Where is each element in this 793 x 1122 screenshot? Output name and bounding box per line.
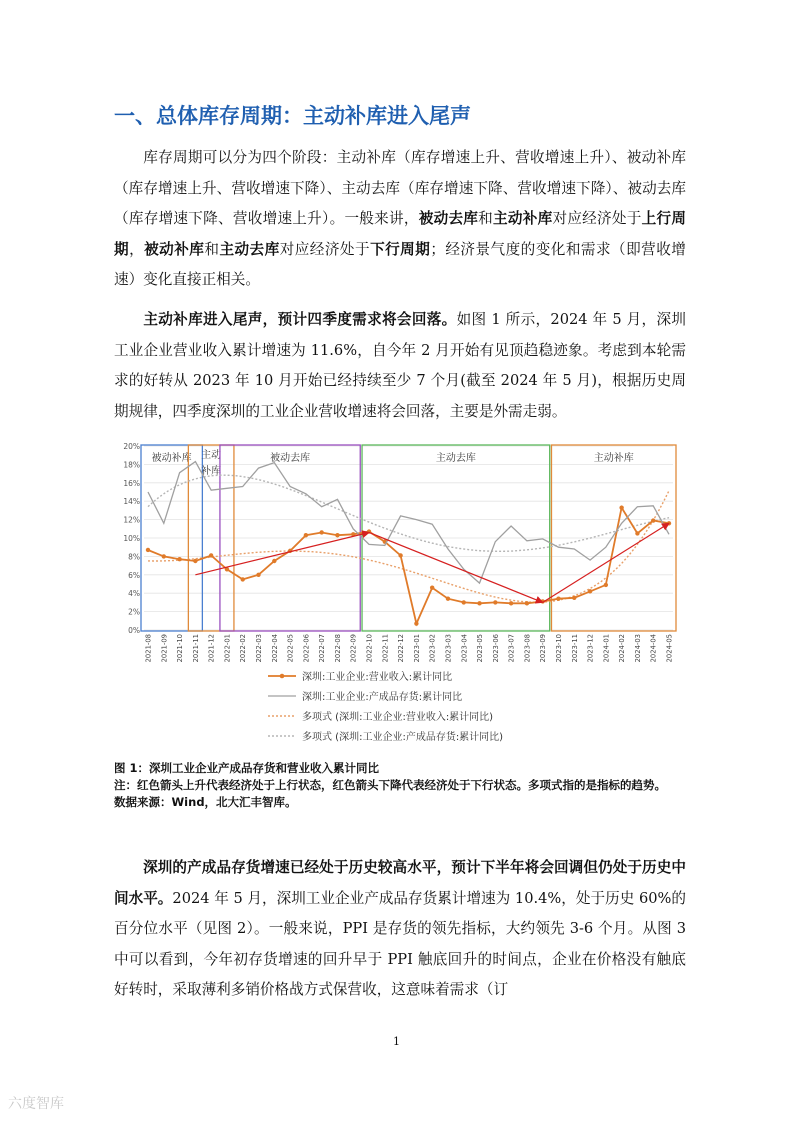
x-tick-label: 2023-07 — [507, 634, 516, 663]
paragraph-1 — [114, 143, 686, 296]
revenue-point — [525, 601, 529, 605]
x-tick-label: 2023-03 — [444, 634, 453, 663]
para1-text-1: 库存周期可以分为四个阶段：主动补库（库存增速上升、营收增速上升）、被动补库（库存增速上升、营收增速下降）、主动去库（库存增速下降、营收增速下降）、被动去库（库存增速下降、营收增速上升）。一般来讲， — [114, 149, 686, 227]
x-tick-label: 2022-11 — [381, 634, 390, 663]
revenue-line — [148, 508, 669, 624]
para3-text-1: 2024 年 5 月，深圳工业企业产成品存货累计增速为 10.4%，处于历史 60%的百分位水平（见图 2）。一般来说，PPI 是存货的领先指标，大约领先 3-6 个月。从图 3 中可以看到，今年初存货增速的回升早于 PPI 触底回升的时间点，企业在价格没有触底好转时，采取薄利多销价格战方式保营收，这意味着需求（订 — [114, 889, 686, 998]
y-tick-label: 10% — [123, 534, 140, 543]
paragraph-3 — [114, 853, 686, 1006]
revenue-point — [556, 597, 560, 601]
y-tick-label: 14% — [123, 497, 140, 507]
phase-label: 被动去库 — [270, 453, 311, 464]
trend-arrow — [195, 532, 369, 574]
revenue-point — [398, 553, 402, 557]
x-tick-label: 2022-03 — [255, 634, 264, 663]
para1-bold-1: 被动去库 — [418, 210, 479, 227]
x-tick-label: 2023-01 — [412, 634, 421, 663]
x-tick-label: 2024-03 — [633, 634, 642, 663]
para1-text-6: 对应经济处于 — [279, 240, 371, 258]
page-number: 1 — [393, 1035, 400, 1048]
legend-label: 深圳:工业企业:产成品存货:累计同比 — [302, 692, 463, 703]
phase-label: 主动补库 — [593, 453, 634, 464]
revenue-point — [335, 533, 339, 537]
revenue-point — [604, 583, 608, 587]
y-tick-label: 20% — [123, 442, 140, 451]
y-tick-label: 6% — [128, 570, 140, 580]
y-tick-label: 0% — [128, 626, 140, 635]
watermark-logo: 六度智库 — [8, 1096, 64, 1112]
figure-source: 数据来源：Wind，北大汇丰智库。 — [114, 795, 297, 809]
trend-line — [148, 475, 669, 551]
revenue-point — [477, 601, 481, 605]
revenue-point — [588, 589, 592, 593]
y-tick-label: 8% — [128, 552, 140, 562]
figure-1-chart — [110, 436, 690, 756]
para1-bold-6: 下行周期 — [370, 240, 431, 258]
revenue-point — [256, 573, 260, 577]
revenue-point — [430, 585, 434, 589]
x-tick-label: 2024-05 — [665, 634, 674, 663]
revenue-point — [462, 600, 466, 604]
para1-text-3: 对应经济处于 — [552, 210, 642, 227]
x-tick-label: 2023-04 — [460, 634, 469, 663]
revenue-point — [572, 596, 576, 600]
x-tick-label: 2022-04 — [270, 634, 279, 663]
y-tick-label: 12% — [123, 515, 140, 525]
x-tick-label: 2022-07 — [318, 634, 327, 663]
x-tick-label: 2022-05 — [286, 634, 295, 663]
revenue-point — [619, 505, 623, 509]
trend-line — [148, 491, 669, 603]
x-tick-label: 2022-08 — [333, 634, 342, 663]
para1-bold-3: 上行周期 — [114, 210, 686, 258]
revenue-point — [651, 518, 655, 522]
legend-label: 深圳:工业企业:营业收入:累计同比 — [302, 672, 453, 683]
phase-label-line: 补库 — [201, 466, 222, 477]
x-tick-label: 2023-06 — [491, 634, 500, 663]
revenue-point — [509, 601, 513, 605]
figure-caption-block — [114, 760, 694, 811]
para1-bold-2: 主动补库 — [493, 210, 553, 227]
para1-bold-4: 被动补库 — [144, 240, 205, 258]
x-tick-label: 2023-10 — [554, 634, 563, 663]
para1-text-5: 和 — [204, 240, 220, 258]
para1-bold-5: 主动去库 — [219, 240, 280, 258]
revenue-point — [177, 557, 181, 561]
revenue-point — [493, 600, 497, 604]
legend-swatch-dot — [280, 674, 285, 679]
para1-text-7: ；经济景气度的变化和需求（即营收增速）变化直接正相关。 — [114, 240, 686, 288]
para1-text-2: 和 — [478, 210, 494, 227]
x-tick-label: 2023-02 — [428, 634, 437, 663]
inventory-line — [148, 462, 669, 583]
x-tick-label: 2021-12 — [207, 634, 216, 663]
legend-label: 多项式 (深圳:工业企业:营业收入:累计同比) — [302, 712, 494, 723]
revenue-point — [193, 559, 197, 563]
revenue-point — [319, 530, 323, 534]
x-tick-label: 2022-09 — [349, 634, 358, 663]
para2-text-1: 如图 1 所示，2024 年 5 月，深圳工业企业营业收入累计增速为 11.6%，自今年 2 月开始有见顶趋稳迹象。考虑到本轮需求的好转从 2023 年 10 月开始已经持续至少 7 个月(截至 2024 年 5 月)，根据历史周期规律，四季度深圳的工业企业营收增速将会回落，主要是外需走弱。 — [114, 311, 686, 420]
revenue-point — [272, 559, 276, 563]
x-tick-label: 2022-06 — [302, 634, 311, 663]
revenue-point — [635, 531, 639, 535]
figure-caption: 图 1：深圳工业企业产成品存货和营业收入累计同比 — [114, 761, 380, 775]
x-tick-label: 2021-09 — [160, 634, 169, 663]
section-title: 一、总体库存周期：主动补库进入尾声 — [114, 104, 471, 128]
x-tick-label: 2023-12 — [586, 634, 595, 663]
revenue-point — [414, 621, 418, 625]
para3-bold-1: 深圳的产成品存货增速已经处于历史较高水平，预计下半年将会回调但仍处于历史中间水平。 — [114, 859, 686, 907]
paragraph-2 — [114, 305, 686, 427]
figure-note: 注：红色箭头上升代表经济处于上行状态，红色箭头下降代表经济处于下行状态。多项式指的是指标的趋势。 — [114, 778, 666, 792]
revenue-point — [209, 553, 213, 557]
x-tick-label: 2024-02 — [618, 634, 627, 663]
revenue-point — [162, 554, 166, 558]
x-tick-label: 2022-02 — [239, 634, 248, 663]
x-tick-label: 2022-01 — [223, 634, 232, 663]
x-tick-label: 2024-01 — [602, 634, 611, 663]
x-tick-label: 2023-09 — [539, 634, 548, 663]
y-tick-label: 2% — [128, 607, 140, 617]
revenue-point — [146, 548, 150, 552]
phase-label: 主动去库 — [435, 453, 476, 464]
x-tick-label: 2021-10 — [176, 634, 185, 663]
x-tick-label: 2024-04 — [649, 634, 658, 663]
phase-label — [201, 448, 221, 477]
x-tick-label: 2023-08 — [523, 634, 532, 663]
phase-label: 被动补库 — [151, 453, 192, 464]
x-tick-label: 2022-12 — [397, 634, 406, 663]
revenue-point — [446, 597, 450, 601]
x-tick-label: 2023-05 — [476, 634, 485, 663]
revenue-point — [304, 533, 308, 537]
y-tick-label: 16% — [123, 478, 140, 488]
x-tick-label: 2023-11 — [570, 634, 579, 663]
para1-text-4: ， — [129, 240, 145, 258]
legend-label: 多项式 (深圳:工业企业:产成品存货:累计同比) — [302, 732, 504, 743]
x-tick-label: 2022-10 — [365, 634, 374, 663]
trend-arrow — [543, 523, 669, 602]
y-tick-label: 18% — [123, 460, 140, 470]
revenue-point — [241, 577, 245, 581]
phase-label-line: 主动 — [201, 450, 222, 461]
x-tick-label: 2021-08 — [144, 634, 153, 663]
y-tick-label: 4% — [128, 589, 140, 599]
x-tick-label: 2021-11 — [191, 634, 200, 663]
para2-bold-1: 主动补库进入尾声，预计四季度需求将会回落。 — [143, 311, 457, 328]
